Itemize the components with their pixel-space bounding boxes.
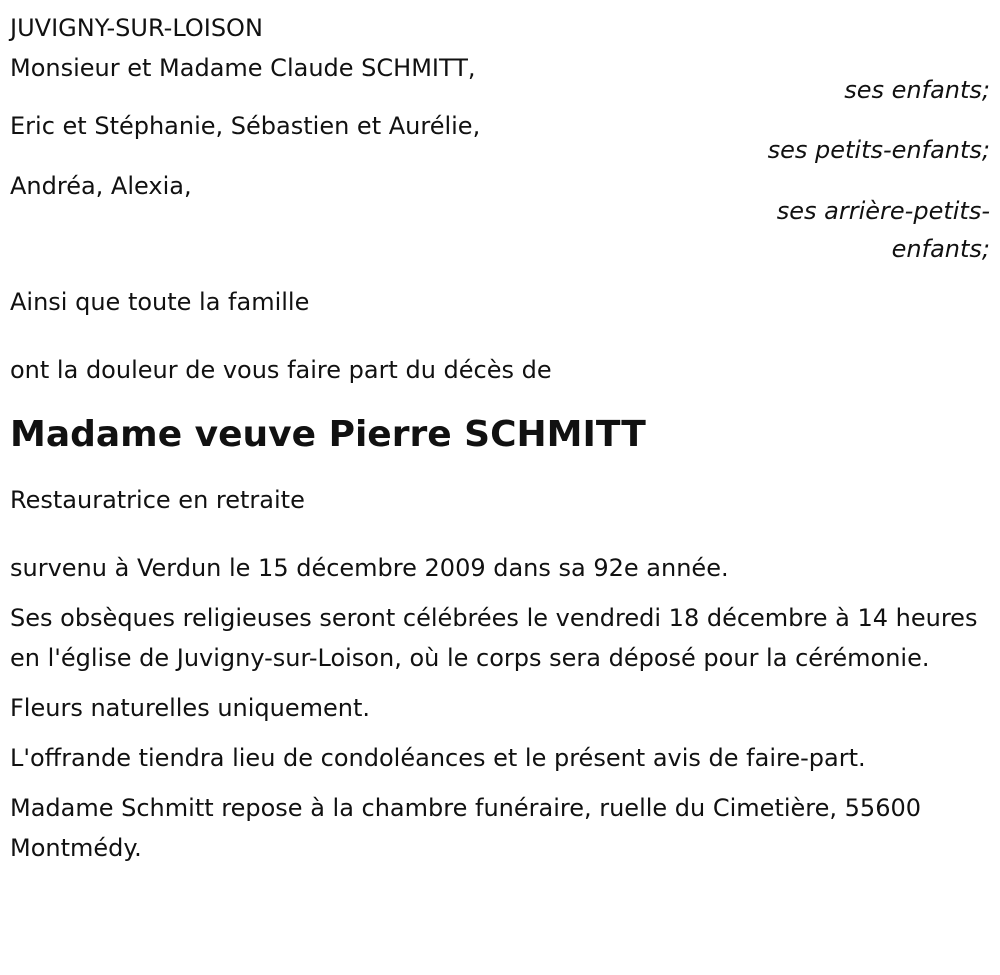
family-entry-grandchildren (10, 106, 990, 170)
rest-location: Madame Schmitt repose à la chambre funéraire, ruelle du Cimetière, 55600 Montmédy. (10, 794, 922, 862)
family-relation: ses arrière-petits-enfants; (776, 197, 990, 263)
location-heading: JUVIGNY-SUR-LOISON (10, 14, 263, 42)
death-details: survenu à Verdun le 15 décembre 2009 dans sa 92e année. (10, 554, 729, 582)
deceased-name: Madame veuve Pierre SCHMITT (10, 414, 646, 455)
announcement-text: ont la douleur de vous faire part du décès de (10, 356, 552, 384)
family-names: Eric et Stéphanie, Sébastien et Aurélie, (10, 112, 481, 140)
offering-note: L'offrande tiendra lieu de condoléances et le présent avis de faire-part. (10, 744, 866, 772)
family-names: Andréa, Alexia, (10, 172, 192, 200)
family-relation: ses enfants; (844, 76, 990, 104)
family-entry-children (10, 48, 990, 110)
family-names: Monsieur et Madame Claude SCHMITT, (10, 54, 476, 82)
deceased-occupation: Restauratrice en retraite (10, 486, 305, 514)
family-relation: ses petits-enfants; (767, 136, 990, 164)
family-closing: Ainsi que toute la famille (10, 288, 310, 316)
flowers-note: Fleurs naturelles uniquement. (10, 694, 371, 722)
funeral-details: Ses obsèques religieuses seront célébrées le vendredi 18 décembre à 14 heures en l'église de Juvigny-sur-Loison, où le corps sera déposé pour la cérémonie. (10, 604, 978, 672)
family-entry-great-grandchildren (10, 166, 990, 268)
